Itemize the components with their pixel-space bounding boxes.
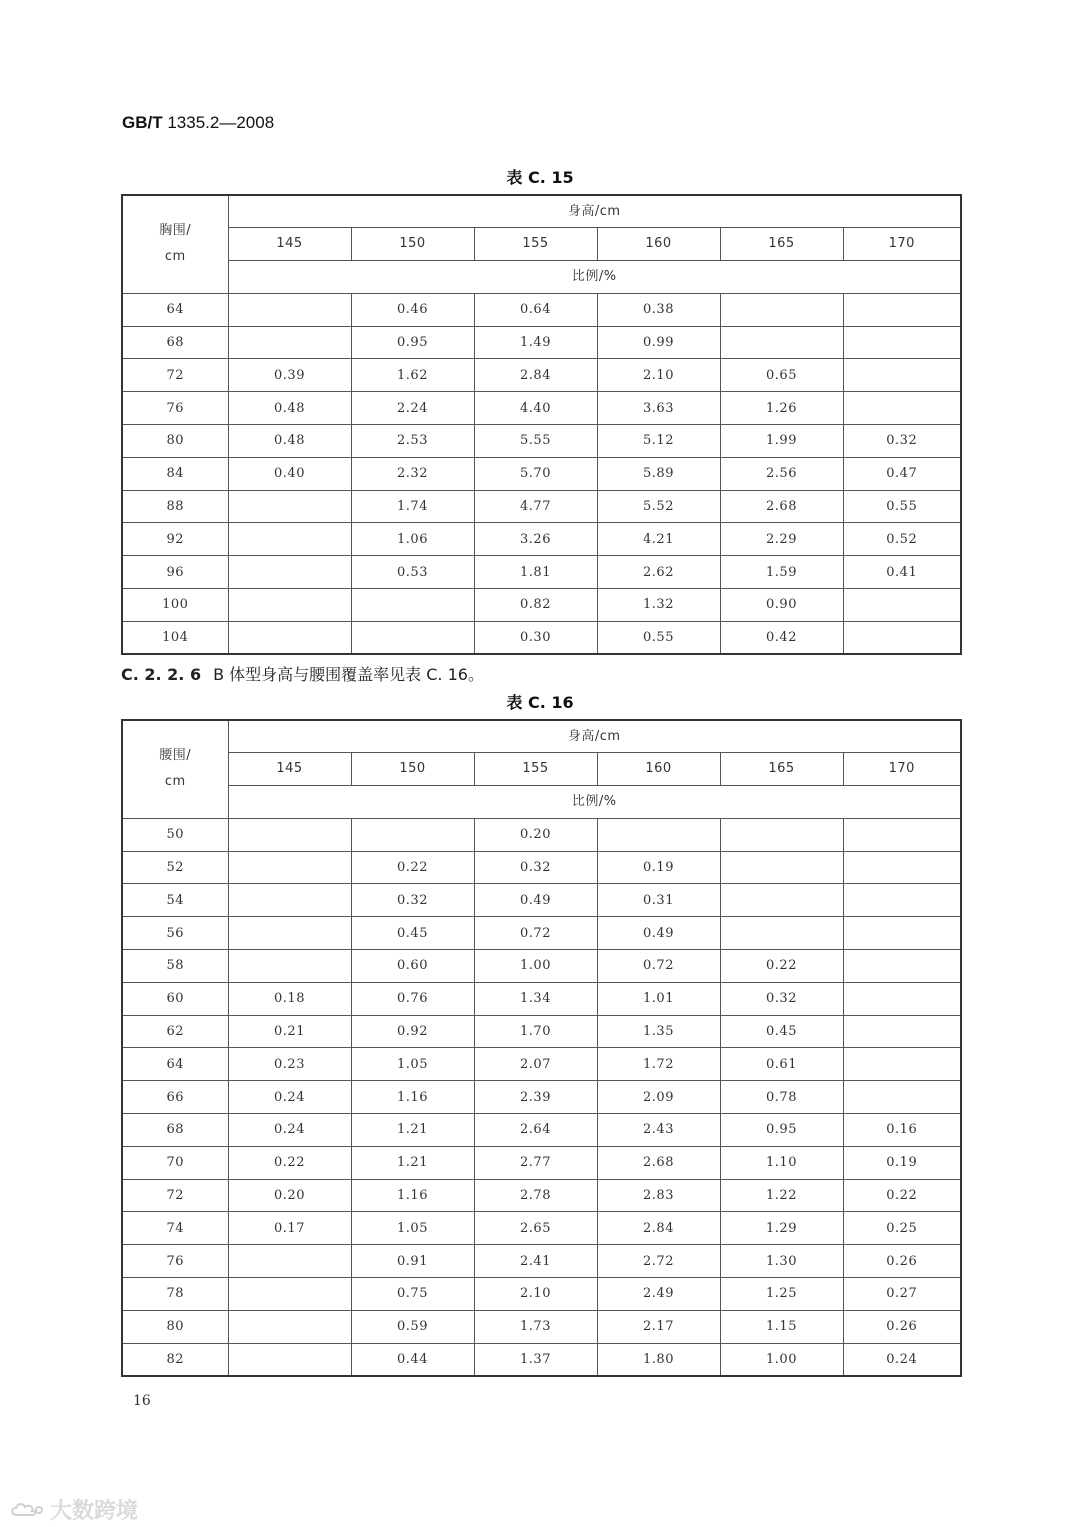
table-cell	[843, 1081, 961, 1114]
table-cell: 2.07	[474, 1048, 597, 1081]
table-cell: 0.59	[351, 1310, 474, 1343]
table-row	[122, 884, 961, 917]
table-cell: 1.21	[351, 1146, 474, 1179]
table-row	[122, 490, 961, 523]
row-header-unit: cm	[164, 774, 186, 790]
table-cell	[228, 490, 351, 523]
table-cell: 0.95	[720, 1114, 843, 1147]
table-cell: 1.74	[351, 490, 474, 523]
column-header: 155	[474, 228, 597, 261]
row-key: 66	[122, 1081, 228, 1114]
table-row	[122, 589, 961, 622]
table-cell: 0.31	[597, 884, 720, 917]
table-cell: 0.22	[228, 1146, 351, 1179]
table-cell: 0.72	[474, 917, 597, 950]
table-cell	[228, 293, 351, 326]
row-key: 70	[122, 1146, 228, 1179]
table-cell: 1.49	[474, 326, 597, 359]
table-c16	[121, 719, 962, 1377]
table-cell: 0.32	[843, 425, 961, 458]
table-cell	[228, 523, 351, 556]
table-cell: 0.27	[843, 1278, 961, 1311]
table-cell: 0.23	[228, 1048, 351, 1081]
row-header-chest	[122, 195, 228, 293]
table-cell: 1.32	[597, 589, 720, 622]
row-key: 58	[122, 950, 228, 983]
table-cell: 3.63	[597, 392, 720, 425]
column-header: 150	[351, 228, 474, 261]
table-c15-caption: 表 C. 15	[506, 168, 574, 187]
table-row	[122, 621, 961, 654]
table-row	[122, 818, 961, 851]
table-cell: 0.42	[720, 621, 843, 654]
table-cell: 3.26	[474, 523, 597, 556]
table-cell	[720, 851, 843, 884]
row-key: 80	[122, 425, 228, 458]
table-cell	[597, 818, 720, 851]
table-cell: 0.55	[843, 490, 961, 523]
table-cell: 1.80	[597, 1343, 720, 1376]
table-cell: 0.65	[720, 359, 843, 392]
row-key: 78	[122, 1278, 228, 1311]
table-cell: 0.32	[720, 982, 843, 1015]
column-header: 150	[351, 753, 474, 786]
table-cell: 1.62	[351, 359, 474, 392]
table-cell	[228, 851, 351, 884]
table-cell: 1.21	[351, 1114, 474, 1147]
table-cell: 0.24	[228, 1081, 351, 1114]
table-cell: 0.48	[228, 392, 351, 425]
table-cell	[228, 1343, 351, 1376]
table-cell	[720, 818, 843, 851]
table-cell: 0.26	[843, 1310, 961, 1343]
standard-number: 1335.2—2008	[167, 113, 275, 132]
row-key: 52	[122, 851, 228, 884]
table-cell	[843, 1048, 961, 1081]
table-cell: 1.35	[597, 1015, 720, 1048]
table-c16-caption: 表 C. 16	[506, 693, 574, 712]
table-cell: 0.20	[228, 1179, 351, 1212]
row-key: 104	[122, 621, 228, 654]
table-cell: 2.53	[351, 425, 474, 458]
page-number: 16	[133, 1393, 151, 1409]
table-cell: 0.82	[474, 589, 597, 622]
table-row	[122, 1015, 961, 1048]
table-row	[122, 917, 961, 950]
column-header: 165	[720, 753, 843, 786]
table-cell	[228, 556, 351, 589]
table-cell: 1.22	[720, 1179, 843, 1212]
table-cell: 1.29	[720, 1212, 843, 1245]
table-cell: 0.49	[597, 917, 720, 950]
table-cell: 0.16	[843, 1114, 961, 1147]
table-cell: 2.41	[474, 1245, 597, 1278]
table-cell: 2.10	[474, 1278, 597, 1311]
row-key: 54	[122, 884, 228, 917]
table-cell	[843, 392, 961, 425]
table-cell	[228, 950, 351, 983]
table-row	[122, 326, 961, 359]
column-header: 170	[843, 228, 961, 261]
table-cell: 2.62	[597, 556, 720, 589]
table-cell: 0.24	[228, 1114, 351, 1147]
table-cell	[228, 1245, 351, 1278]
table-cell: 0.30	[474, 621, 597, 654]
table-row	[122, 1278, 961, 1311]
table-cell: 1.15	[720, 1310, 843, 1343]
table-cell: 2.83	[597, 1179, 720, 1212]
row-key: 82	[122, 1343, 228, 1376]
table-cell: 0.22	[351, 851, 474, 884]
table-cell: 5.55	[474, 425, 597, 458]
table-cell	[843, 917, 961, 950]
table-cell	[843, 982, 961, 1015]
table-row	[122, 851, 961, 884]
table-cell: 0.60	[351, 950, 474, 983]
table-cell: 0.39	[228, 359, 351, 392]
table-cell	[843, 950, 961, 983]
table-cell: 0.45	[720, 1015, 843, 1048]
row-header-unit: cm	[164, 249, 186, 265]
table-cell: 2.10	[597, 359, 720, 392]
table-row	[122, 950, 961, 983]
table-row	[122, 1343, 961, 1376]
row-key: 92	[122, 523, 228, 556]
row-key: 88	[122, 490, 228, 523]
row-header-waist	[122, 720, 228, 818]
table-cell: 0.99	[597, 326, 720, 359]
table-cell: 1.37	[474, 1343, 597, 1376]
table-row	[122, 1179, 961, 1212]
table-cell: 0.44	[351, 1343, 474, 1376]
table-cell: 0.52	[843, 523, 961, 556]
table-cell	[228, 1278, 351, 1311]
table-cell: 2.56	[720, 457, 843, 490]
table-cell	[228, 621, 351, 654]
table-cell	[843, 293, 961, 326]
table-cell: 0.49	[474, 884, 597, 917]
group-header-height: 身高/cm	[228, 720, 961, 753]
row-key: 60	[122, 982, 228, 1015]
table-cell: 0.48	[228, 425, 351, 458]
table-cell: 2.43	[597, 1114, 720, 1147]
table-cell: 2.32	[351, 457, 474, 490]
table-cell: 0.40	[228, 457, 351, 490]
row-key: 80	[122, 1310, 228, 1343]
table-cell: 5.70	[474, 457, 597, 490]
table-row	[122, 1048, 961, 1081]
column-header: 145	[228, 228, 351, 261]
table-row	[122, 1245, 961, 1278]
row-key: 72	[122, 359, 228, 392]
table-cell: 0.22	[720, 950, 843, 983]
table-cell: 0.25	[843, 1212, 961, 1245]
table-cell: 1.81	[474, 556, 597, 589]
column-header: 160	[597, 228, 720, 261]
table-row	[122, 392, 961, 425]
section-number: C. 2. 2. 6	[121, 665, 202, 684]
table-cell: 4.40	[474, 392, 597, 425]
table-cell: 1.34	[474, 982, 597, 1015]
table-cell: 0.92	[351, 1015, 474, 1048]
table-cell: 0.61	[720, 1048, 843, 1081]
table-cell: 1.16	[351, 1179, 474, 1212]
table-cell: 0.26	[843, 1245, 961, 1278]
table-cell: 2.77	[474, 1146, 597, 1179]
table-row	[122, 1081, 961, 1114]
table-row	[122, 982, 961, 1015]
table-cell	[843, 589, 961, 622]
table-row	[122, 457, 961, 490]
table-row	[122, 359, 961, 392]
table-cell: 0.95	[351, 326, 474, 359]
row-header-label: 胸围/	[159, 223, 192, 239]
table-cell: 0.32	[474, 851, 597, 884]
table-row	[122, 293, 961, 326]
table-cell: 2.39	[474, 1081, 597, 1114]
column-header-row	[122, 228, 961, 261]
group-header-height: 身高/cm	[228, 195, 961, 228]
table-cell: 1.06	[351, 523, 474, 556]
table-row	[122, 556, 961, 589]
table-cell: 1.00	[720, 1343, 843, 1376]
row-key: 76	[122, 392, 228, 425]
table-cell: 0.46	[351, 293, 474, 326]
watermark	[10, 1494, 138, 1525]
column-header: 160	[597, 753, 720, 786]
table-cell	[228, 589, 351, 622]
row-key: 96	[122, 556, 228, 589]
section-paragraph	[121, 662, 484, 685]
table-cell: 0.17	[228, 1212, 351, 1245]
table-cell: 1.00	[474, 950, 597, 983]
row-key: 64	[122, 293, 228, 326]
table-cell: 2.17	[597, 1310, 720, 1343]
table-cell: 0.72	[597, 950, 720, 983]
table-cell	[843, 818, 961, 851]
table-cell: 2.49	[597, 1278, 720, 1311]
table-cell: 1.59	[720, 556, 843, 589]
table-cell	[228, 917, 351, 950]
table-cell	[720, 884, 843, 917]
table-cell: 0.91	[351, 1245, 474, 1278]
table-cell: 0.78	[720, 1081, 843, 1114]
cloud-logo-icon	[10, 1499, 46, 1521]
table-cell	[228, 884, 351, 917]
table-cell	[351, 818, 474, 851]
table-cell: 0.76	[351, 982, 474, 1015]
table-cell: 1.26	[720, 392, 843, 425]
table-cell: 2.65	[474, 1212, 597, 1245]
table-cell	[843, 326, 961, 359]
table-cell: 2.29	[720, 523, 843, 556]
table-row	[122, 425, 961, 458]
table-cell: 2.84	[597, 1212, 720, 1245]
table-cell: 1.10	[720, 1146, 843, 1179]
column-header: 145	[228, 753, 351, 786]
table-cell: 0.47	[843, 457, 961, 490]
table-cell: 1.01	[597, 982, 720, 1015]
table-cell: 1.30	[720, 1245, 843, 1278]
table-cell: 2.84	[474, 359, 597, 392]
table-cell: 1.05	[351, 1048, 474, 1081]
table-cell: 2.24	[351, 392, 474, 425]
table-cell: 1.72	[597, 1048, 720, 1081]
row-key: 72	[122, 1179, 228, 1212]
table-cell	[843, 884, 961, 917]
table-cell: 0.53	[351, 556, 474, 589]
row-key: 68	[122, 1114, 228, 1147]
table-cell: 1.16	[351, 1081, 474, 1114]
table-row	[122, 1146, 961, 1179]
table-cell: 0.22	[843, 1179, 961, 1212]
table-cell: 0.24	[843, 1343, 961, 1376]
row-key: 68	[122, 326, 228, 359]
table-cell: 0.90	[720, 589, 843, 622]
row-key: 76	[122, 1245, 228, 1278]
table-cell: 0.19	[843, 1146, 961, 1179]
table-cell: 0.45	[351, 917, 474, 950]
table-row	[122, 1310, 961, 1343]
table-cell: 2.72	[597, 1245, 720, 1278]
table-cell: 0.21	[228, 1015, 351, 1048]
table-cell: 0.18	[228, 982, 351, 1015]
column-header: 155	[474, 753, 597, 786]
standard-code	[122, 113, 274, 133]
table-cell: 0.64	[474, 293, 597, 326]
row-key: 64	[122, 1048, 228, 1081]
table-cell: 1.99	[720, 425, 843, 458]
table-cell	[843, 1015, 961, 1048]
row-key: 84	[122, 457, 228, 490]
row-header-label: 腰围/	[159, 748, 192, 764]
table-cell: 0.41	[843, 556, 961, 589]
table-cell	[843, 621, 961, 654]
table-cell	[843, 359, 961, 392]
row-key: 62	[122, 1015, 228, 1048]
table-cell: 1.73	[474, 1310, 597, 1343]
column-header: 170	[843, 753, 961, 786]
table-cell: 5.12	[597, 425, 720, 458]
table-cell	[228, 818, 351, 851]
unit-header-ratio: 比例/%	[228, 261, 961, 294]
table-cell: 0.55	[597, 621, 720, 654]
unit-header-ratio: 比例/%	[228, 786, 961, 819]
table-cell: 2.68	[720, 490, 843, 523]
table-cell: 2.64	[474, 1114, 597, 1147]
table-cell: 1.05	[351, 1212, 474, 1245]
table-cell	[228, 326, 351, 359]
table-cell	[720, 293, 843, 326]
table-row	[122, 523, 961, 556]
table-cell: 5.52	[597, 490, 720, 523]
table-cell: 2.68	[597, 1146, 720, 1179]
table-cell	[351, 621, 474, 654]
table-cell	[720, 326, 843, 359]
watermark-text: 大数跨境	[50, 1499, 139, 1524]
table-cell: 2.78	[474, 1179, 597, 1212]
row-key: 56	[122, 917, 228, 950]
table-cell: 0.19	[597, 851, 720, 884]
table-cell: 1.25	[720, 1278, 843, 1311]
table-cell	[843, 851, 961, 884]
table-cell: 2.09	[597, 1081, 720, 1114]
table-cell: 0.32	[351, 884, 474, 917]
table-cell	[351, 589, 474, 622]
row-key: 100	[122, 589, 228, 622]
table-cell: 5.89	[597, 457, 720, 490]
row-key: 50	[122, 818, 228, 851]
table-cell: 1.70	[474, 1015, 597, 1048]
table-cell	[720, 917, 843, 950]
table-cell: 0.20	[474, 818, 597, 851]
column-header-row	[122, 753, 961, 786]
table-cell: 4.21	[597, 523, 720, 556]
table-cell: 4.77	[474, 490, 597, 523]
table-row	[122, 1212, 961, 1245]
section-text: B 体型身高与腰围覆盖率见表 C. 16。	[213, 665, 484, 684]
standard-prefix: GB/T	[122, 113, 163, 132]
row-key: 74	[122, 1212, 228, 1245]
table-cell: 0.75	[351, 1278, 474, 1311]
column-header: 165	[720, 228, 843, 261]
table-cell: 0.38	[597, 293, 720, 326]
table-cell	[228, 1310, 351, 1343]
table-row	[122, 1114, 961, 1147]
table-c15	[121, 194, 962, 655]
